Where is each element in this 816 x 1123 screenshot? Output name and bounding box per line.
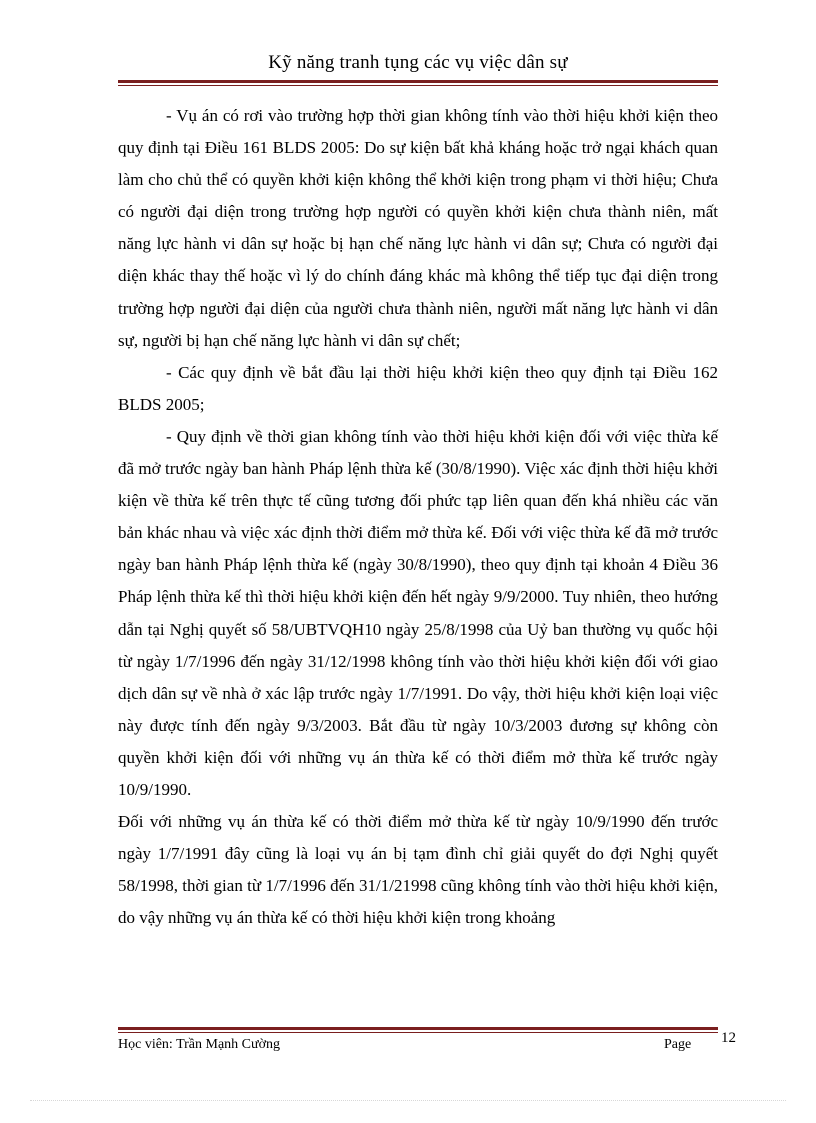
paragraph-inheritance-1990-1991: Đối với những vụ án thừa kế có thời điểm mở thừa kế từ ngày 10/9/1990 đến trước ngày 1/7/1991 đây cũng là loại vụ án bị tạm đình chỉ giải quyết do đợi Nghị quyết 58/1998, thời gian từ 1/7/1996 đến 31/1/21998 cũng không tính vào thời hiệu khởi kiện, do vậy những vụ án thừa kế có thời hiệu khởi kiện trong khoảng (118, 812, 718, 928)
header-divider-thin (118, 85, 718, 86)
footer-divider-thin (118, 1032, 718, 1033)
footer-student-name: Học viên: Trần Mạnh Cường (118, 1037, 280, 1052)
page-header-title: Kỹ năng tranh tụng các vụ việc dân sự (268, 52, 568, 73)
page-bottom-dotted-border (30, 1100, 786, 1101)
footer-page-label: Page (664, 1037, 692, 1052)
document-body (118, 100, 718, 934)
footer-page-number: 12 (721, 1030, 736, 1046)
paragraph-restart-limitation: - Các quy định về bắt đầu lại thời hiệu khởi kiện theo quy định tại Điều 162 BLDS 2005; (118, 362, 718, 414)
header-divider-thick (118, 80, 718, 83)
paragraph-inheritance-limitation: - Quy định về thời gian không tính vào thời hiệu khởi kiện đối với việc thừa kế đã mở trước ngày ban hành Pháp lệnh thừa kế (30/8/1990). Việc xác định thời hiệu khởi kiện về thừa kế trên thực tế cũng tương đối phức tạp liên quan đến khá nhiều các văn bản khác nhau và việc xác định thời điểm mở thừa kế. Đối với việc thừa kế đã mở trước ngày ban hành Pháp lệnh thừa kế (ngày 30/8/1990), theo quy định tại khoản 4 Điều 36 Pháp lệnh thừa kế thì thời hiệu khởi kiện đến hết ngày 9/9/2000. Tuy nhiên, theo hướng dẫn tại Nghị quyết số 58/UBTVQH10 ngày 25/8/1998 của Uỷ ban thường vụ quốc hội từ ngày 1/7/1996 đến ngày 31/12/1998 không tính vào thời hiệu khởi kiện đối với giao dịch dân sự về nhà ở xác lập trước ngày 1/7/1991. Do vậy, thời hiệu khởi kiện loại việc này được tính đến ngày 9/3/2003. Bắt đầu từ ngày 10/3/2003 đương sự không còn quyền khởi kiện đối với những vụ án thừa kế có thời điểm mở thừa kế trước ngày 10/9/1990. (118, 426, 718, 799)
footer-divider-thick (118, 1027, 718, 1030)
paragraph-tolling-circumstances: - Vụ án có rơi vào trường hợp thời gian không tính vào thời hiệu khởi kiện theo quy định tại Điều 161 BLDS 2005: Do sự kiện bất khả kháng hoặc trở ngại khách quan làm cho chủ thể có quyền khởi kiện không thể khởi kiện trong phạm vi thời hiệu; Chưa có người đại diện trong trường hợp người có quyền khởi kiện chưa thành niên, mất năng lực hành vi dân sự hoặc bị hạn chế năng lực hành vi dân sự; Chưa có người đại diện khác thay thế hoặc vì lý do chính đáng khác mà không thể tiếp tục đại diện trong trường hợp người đại diện của người chưa thành niên, người mất năng lực hành vi dân sự, người bị hạn chế năng lực hành vi dân sự chết; (118, 106, 718, 350)
